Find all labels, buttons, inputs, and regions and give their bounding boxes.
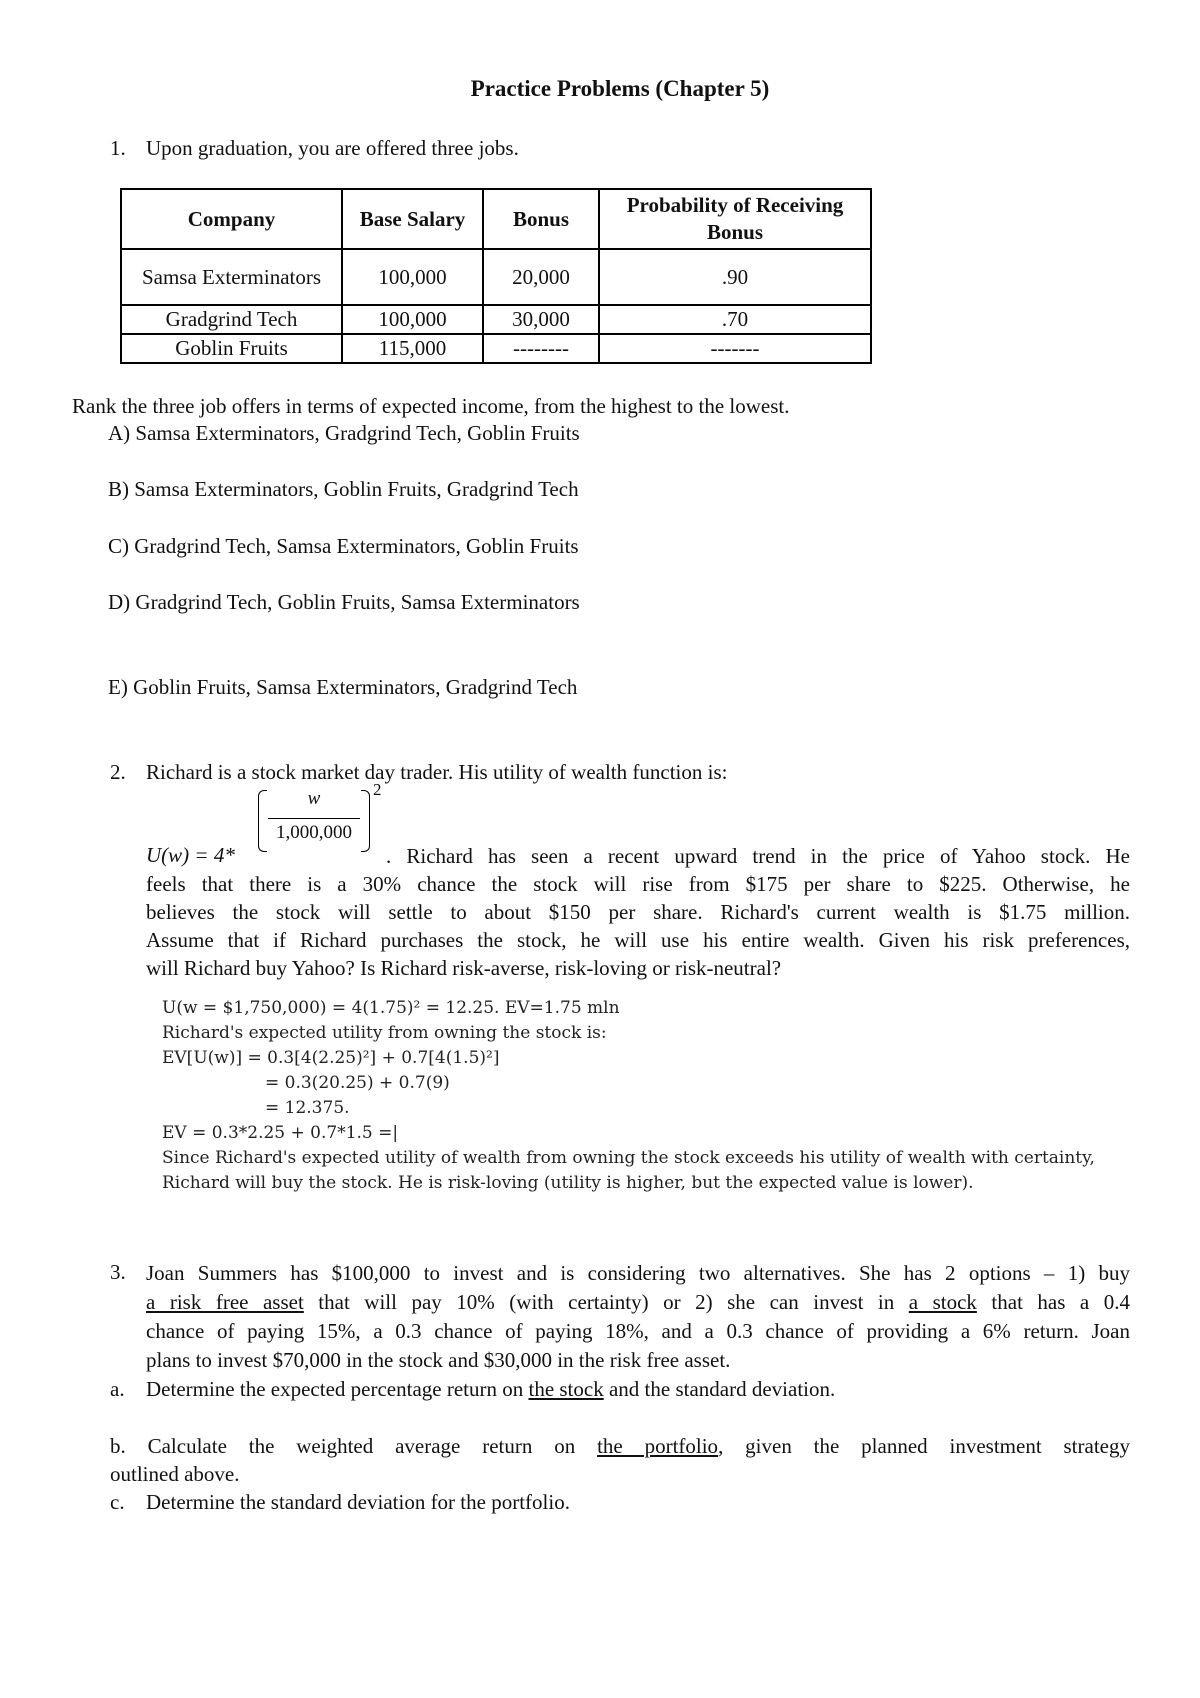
solution-line: Richard will buy the stock. He is risk-loving (utility is higher, but the expected value is lower). (162, 1173, 974, 1193)
utility-lhs: U(w) = 4* (146, 843, 235, 867)
table-cell: Goblin Fruits (121, 334, 342, 363)
job-offers-table (120, 188, 872, 364)
part-label: a. (110, 1377, 125, 1401)
part-text: , given the planned investment strategy (718, 1434, 1130, 1458)
q2-line: believes the stock will settle to about $150 per share. Richard's current wealth is $1.75 million. (146, 900, 1130, 924)
option-a: A) Samsa Exterminators, Gradgrind Tech, Goblin Fruits (108, 421, 580, 445)
q3-line: plans to invest $70,000 in the stock and $30,000 in the risk free asset. (146, 1348, 731, 1372)
question-2-intro (110, 760, 727, 785)
solution-line: EV = 0.3*2.25 + 0.7*1.5 =| (162, 1123, 399, 1143)
option-d: D) Gradgrind Tech, Goblin Fruits, Samsa Exterminators (108, 590, 580, 614)
question-1-prompt: Rank the three job offers in terms of expected income, from the highest to the lowest. (72, 394, 790, 418)
q3-line: chance of paying 15%, a 0.3 chance of paying 18%, and a 0.3 chance of providing a 6% return. Joan (146, 1319, 1130, 1343)
underlined-term: the portfolio (597, 1434, 719, 1458)
part-a (110, 1376, 835, 1404)
part-label: c. (110, 1490, 125, 1514)
q2-line: . Richard has seen a recent upward trend in the price of Yahoo stock. He (386, 844, 1130, 868)
q3-text: that will pay 10% (with certainty) or 2) she can invest in (303, 1290, 909, 1314)
q2-line: feels that there is a 30% chance the stock will rise from $175 per share to $225. Otherwise, he (146, 872, 1130, 896)
table-cell: 100,000 (342, 249, 483, 305)
table-header-row (121, 189, 871, 249)
part-text: b. Calculate the weighted average return on (110, 1434, 598, 1458)
q2-line: will Richard buy Yahoo? Is Richard risk-averse, risk-loving or risk-neutral? (146, 956, 782, 980)
header-company: Company (121, 189, 342, 249)
utility-fraction (258, 788, 370, 854)
table-row (121, 305, 871, 334)
part-text: Determine the standard deviation for the portfolio. (146, 1490, 570, 1514)
fraction-denominator: 1,000,000 (276, 822, 352, 843)
table-cell: Samsa Exterminators (121, 249, 342, 305)
question-number: 1. (110, 136, 126, 160)
part-b-continued: outlined above. (110, 1462, 240, 1486)
solution-line: EV[U(w)] = 0.3[4(2.25)²] + 0.7[4(1.5)²] (162, 1048, 500, 1068)
table-cell: 115,000 (342, 334, 483, 363)
solution-line: Richard's expected utility from owning the stock is: (162, 1023, 607, 1043)
q2-line: Assume that if Richard purchases the stock, he will use his entire wealth. Given his risk preferences, (146, 928, 1130, 952)
table-cell: 100,000 (342, 305, 483, 334)
q3-line: Joan Summers has $100,000 to invest and is considering two alternatives. She has 2 options – 1) buy (146, 1261, 1130, 1285)
header-bonus: Bonus (483, 189, 599, 249)
table-cell: 30,000 (483, 305, 599, 334)
option-c: C) Gradgrind Tech, Samsa Exterminators, Goblin Fruits (108, 534, 579, 558)
underlined-term: a risk free asset (146, 1290, 304, 1314)
part-c (110, 1489, 570, 1517)
part-text: Determine the expected percentage return on (146, 1377, 529, 1401)
underlined-term: a stock (908, 1290, 977, 1314)
part-b (110, 1433, 1130, 1461)
table-cell: 20,000 (483, 249, 599, 305)
q3-text: that has a 0.4 (976, 1290, 1130, 1314)
question-text: Upon graduation, you are offered three jobs. (146, 136, 519, 160)
header-base-salary: Base Salary (342, 189, 483, 249)
table-row (121, 334, 871, 363)
option-b: B) Samsa Exterminators, Goblin Fruits, Gradgrind Tech (108, 477, 579, 501)
solution-line: Since Richard's expected utility of wealth from owning the stock exceeds his utility of wealth with certainty, (162, 1148, 1095, 1168)
fraction-bar (268, 818, 360, 819)
solution-line: = 0.3(20.25) + 0.7(9) (265, 1073, 450, 1093)
table-cell: Gradgrind Tech (121, 305, 342, 334)
option-e: E) Goblin Fruits, Samsa Exterminators, Gradgrind Tech (108, 675, 578, 699)
table-cell: .90 (599, 249, 871, 305)
question-text: Richard is a stock market day trader. His utility of wealth function is: (146, 760, 728, 784)
question-1-intro (110, 136, 519, 161)
solution-line: = 12.375. (265, 1098, 350, 1118)
underlined-term: the stock (528, 1377, 604, 1401)
right-bracket (361, 790, 370, 852)
header-probability: Probability of Receiving Bonus (599, 189, 871, 249)
table-cell: ------- (599, 334, 871, 363)
q3-line (146, 1289, 1130, 1317)
page-title: Practice Problems (Chapter 5) (470, 76, 770, 101)
table-row (121, 249, 871, 305)
utility-exponent: 2 (373, 780, 382, 799)
part-text: and the standard deviation. (603, 1377, 836, 1401)
table-cell: -------- (483, 334, 599, 363)
solution-line: U(w = $1,750,000) = 4(1.75)² = 12.25. EV=1.75 mln (162, 998, 620, 1018)
question-number: 2. (110, 760, 126, 784)
table-cell: .70 (599, 305, 871, 334)
question-3-number: 3. (110, 1260, 126, 1284)
fraction-numerator: w (307, 788, 321, 809)
